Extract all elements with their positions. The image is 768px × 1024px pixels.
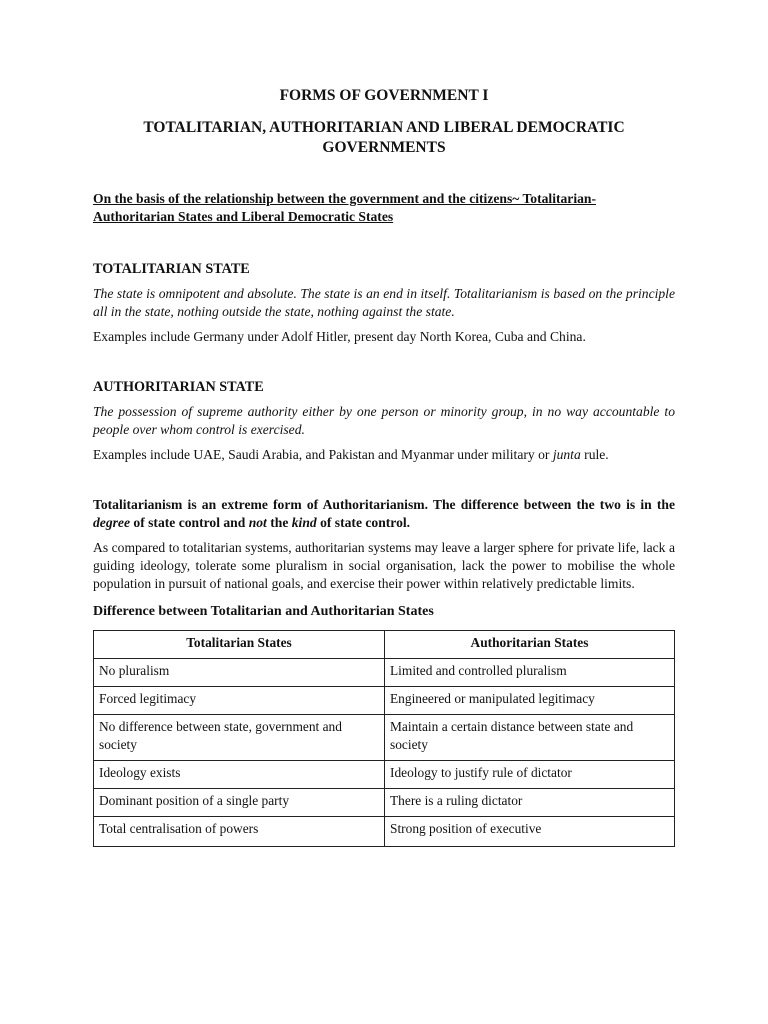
- table-header-row: [94, 631, 675, 659]
- emphasis-text-2: of state control and: [130, 515, 249, 530]
- table-cell: Maintain a certain distance between state and society: [385, 715, 675, 761]
- table-row: [94, 789, 675, 817]
- emphasis-text-3: the: [266, 515, 292, 530]
- totalitarian-heading: TOTALITARIAN STATE: [93, 261, 250, 277]
- emphasis-degree: degree: [93, 515, 130, 530]
- emphasis-text-4: of state control.: [316, 515, 411, 530]
- table-cell: Engineered or manipulated legitimacy: [385, 687, 675, 715]
- table-cell: Total centralisation of powers: [94, 817, 385, 847]
- basis-statement: On the basis of the relationship between the government and the citizens~ Totalitarian-Authoritarian States and Liberal Democratic States: [93, 191, 596, 224]
- authoritarian-definition: The possession of supreme authority either by one person or minority group, in no way accountable to people over whom control is exercised.: [93, 404, 675, 437]
- table-heading: Difference between Totalitarian and Authoritarian States: [93, 604, 434, 619]
- table-cell: Ideology to justify rule of dictator: [385, 761, 675, 789]
- table-cell: There is a ruling dictator: [385, 789, 675, 817]
- authoritarian-examples-text: Examples include UAE, Saudi Arabia, and Pakistan and Myanmar under military or: [93, 447, 553, 462]
- table-cell: Dominant position of a single party: [94, 789, 385, 817]
- emphasis-text-1: Totalitarianism is an extreme form of Authoritarianism. The difference between the two is in the: [93, 497, 675, 512]
- column-header-totalitarian: Totalitarian States: [94, 631, 385, 659]
- comparison-paragraph: As compared to totalitarian systems, authoritarian systems may leave a larger sphere for private life, lack a guiding ideology, tolerate some pluralism in social organisation, lack the power to mobilise the whole population in pursuit of national goals, and exercise their power within relatively predictable limits.: [93, 540, 675, 591]
- extreme-form-statement: [93, 496, 675, 532]
- table-row: [94, 817, 675, 847]
- authoritarian-examples: [93, 446, 675, 464]
- table-cell: No pluralism: [94, 659, 385, 687]
- table-cell: No difference between state, government and society: [94, 715, 385, 761]
- page-subtitle: TOTALITARIAN, AUTHORITARIAN AND LIBERAL DEMOCRATIC GOVERNMENTS: [143, 119, 625, 156]
- page-title: FORMS OF GOVERNMENT I: [279, 87, 489, 104]
- emphasis-kind: kind: [291, 515, 317, 530]
- table-cell: Limited and controlled pluralism: [385, 659, 675, 687]
- table-cell: Forced legitimacy: [94, 687, 385, 715]
- table-cell: Strong position of executive: [385, 817, 675, 847]
- table-row: [94, 715, 675, 761]
- table-cell: Ideology exists: [94, 761, 385, 789]
- column-header-authoritarian: Authoritarian States: [385, 631, 675, 659]
- junta-term: junta: [552, 447, 581, 462]
- table-row: [94, 687, 675, 715]
- table-row: [94, 761, 675, 789]
- document-page: [93, 86, 675, 847]
- difference-table: [93, 630, 675, 847]
- totalitarian-examples: Examples include Germany under Adolf Hitler, present day North Korea, Cuba and China.: [93, 329, 586, 344]
- emphasis-not: not: [248, 515, 267, 530]
- authoritarian-examples-tail: rule.: [580, 447, 609, 462]
- totalitarian-definition: The state is omnipotent and absolute. The state is an end in itself. Totalitarianism is based on the principle all in the state, nothing outside the state, nothing against the state.: [93, 286, 675, 319]
- table-row: [94, 659, 675, 687]
- authoritarian-heading: AUTHORITARIAN STATE: [93, 379, 264, 395]
